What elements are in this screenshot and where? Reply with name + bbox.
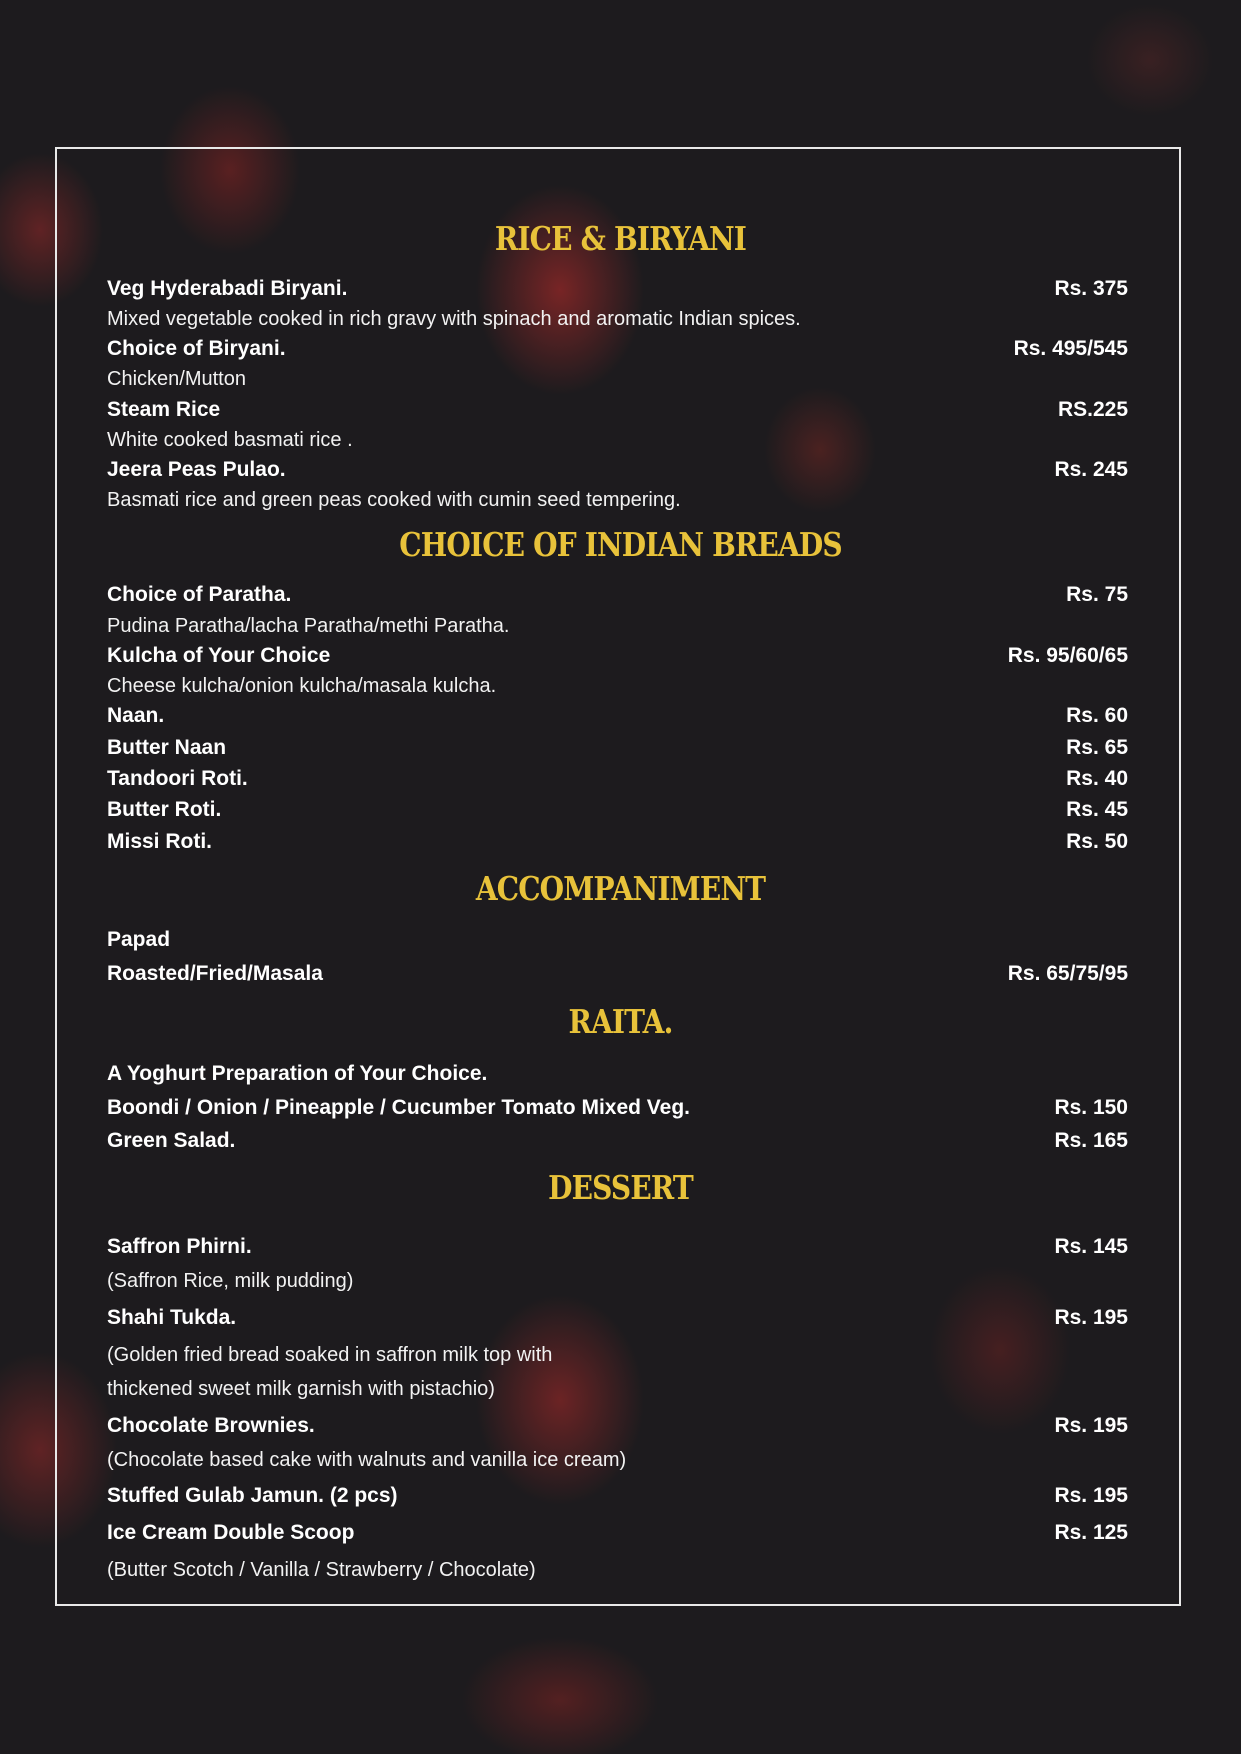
menu-item-row <box>107 641 1128 671</box>
menu-item-row <box>107 334 1128 364</box>
menu-item-price: Rs. 60 <box>1066 704 1128 727</box>
menu-item-name: Chocolate Brownies. <box>107 1414 315 1437</box>
menu-item-price: Rs. 165 <box>1054 1129 1128 1152</box>
menu-item-name: Saffron Phirni. <box>107 1235 252 1258</box>
menu-item-row <box>107 1093 1128 1123</box>
menu-item-row <box>107 827 1128 857</box>
menu-item-name: Choice of Biryani. <box>107 337 286 360</box>
section-heading: RICE & BIRYANI <box>494 219 747 258</box>
menu-item-description-row <box>107 1266 1128 1296</box>
menu-item-price: Rs. 195 <box>1054 1414 1128 1437</box>
menu-item-description: thickened sweet milk garnish with pistachio) <box>107 1378 495 1400</box>
menu-item-price: Rs. 95/60/65 <box>1007 644 1128 667</box>
menu-item-row <box>107 455 1128 485</box>
menu-item-row <box>107 1518 1128 1548</box>
menu-item-description-row <box>107 1445 1128 1475</box>
menu-item-price: Rs. 195 <box>1054 1484 1128 1507</box>
menu-item-name: Tandoori Roti. <box>107 767 248 790</box>
menu-item-description-row <box>107 1374 1128 1404</box>
menu-item-row <box>107 1126 1128 1156</box>
menu-item-row <box>107 701 1128 731</box>
section-heading: DESSERT <box>548 1168 693 1207</box>
menu-item-price: Rs. 495/545 <box>1013 337 1128 360</box>
menu-item-name: Papad <box>107 928 171 951</box>
menu-item-name: Missi Roti. <box>107 830 213 853</box>
menu-item-description: (Golden fried bread soaked in saffron milk top with <box>107 1344 553 1366</box>
menu-item-description-row <box>107 1340 1128 1370</box>
menu-item-description: (Saffron Rice, milk pudding) <box>107 1270 354 1292</box>
menu-item-price: RS.225 <box>1057 398 1128 421</box>
menu-item-description-row <box>107 485 1128 515</box>
menu-item-row <box>107 1232 1128 1262</box>
menu-item-row <box>107 395 1128 425</box>
menu-item-name: A Yoghurt Preparation of Your Choice. <box>107 1062 488 1085</box>
menu-item-description: Cheese kulcha/onion kulcha/masala kulcha. <box>107 675 497 697</box>
menu-item-row <box>107 733 1128 763</box>
menu-item-row <box>107 580 1128 610</box>
menu-item-price: Rs. 40 <box>1066 767 1128 790</box>
menu-item-name: Choice of Paratha. <box>107 583 292 606</box>
menu-item-row <box>107 1481 1128 1511</box>
section-heading: ACCOMPANIMENT <box>475 869 766 908</box>
menu-item-row <box>107 764 1128 794</box>
menu-item-description: Chicken/Mutton <box>107 368 246 390</box>
menu-item-row <box>107 1411 1128 1441</box>
menu-item-description-row <box>107 1555 1128 1585</box>
menu-item-name: Naan. <box>107 704 165 727</box>
menu-item-price: Rs. 50 <box>1066 830 1128 853</box>
menu-item-name: Shahi Tukda. <box>107 1306 237 1329</box>
menu-item-description-row <box>107 611 1128 641</box>
menu-item-description: White cooked basmati rice . <box>107 429 353 451</box>
section-heading: CHOICE OF INDIAN BREADS <box>399 525 842 564</box>
menu-item-description: Mixed vegetable cooked in rich gravy with spinach and aromatic Indian spices. <box>107 308 801 330</box>
menu-item-name: Kulcha of Your Choice <box>107 644 331 667</box>
menu-item-price: Rs. 245 <box>1054 458 1128 481</box>
menu-item-description-row <box>107 304 1128 334</box>
menu-item-price: Rs. 65/75/95 <box>1007 962 1128 985</box>
menu-item-price: Rs. 45 <box>1066 798 1128 821</box>
menu-item-description-row <box>107 671 1128 701</box>
menu-item-price: Rs. 375 <box>1054 277 1128 300</box>
menu-item-description: Pudina Paratha/lacha Paratha/methi Paratha. <box>107 615 510 637</box>
menu-item-price: Rs. 145 <box>1054 1235 1128 1258</box>
menu-item-name: Boondi / Onion / Pineapple / Cucumber Tomato Mixed Veg. <box>107 1096 690 1119</box>
menu-item-name: Steam Rice <box>107 398 221 421</box>
menu-item-price: Rs. 125 <box>1054 1521 1128 1544</box>
menu-item-row <box>107 959 1128 989</box>
menu-item-name: Roasted/Fried/Masala <box>107 962 323 985</box>
menu-item-name: Stuffed Gulab Jamun. (2 pcs) <box>107 1484 398 1507</box>
menu-item-price: Rs. 150 <box>1054 1096 1128 1119</box>
menu-item-row <box>107 1059 1128 1089</box>
menu-item-row <box>107 795 1128 825</box>
menu-item-name: Butter Naan <box>107 736 227 759</box>
menu-item-price: Rs. 195 <box>1054 1306 1128 1329</box>
section-heading: RAITA. <box>568 1002 673 1041</box>
menu-item-name: Green Salad. <box>107 1129 236 1152</box>
menu-item-price: Rs. 75 <box>1066 583 1128 606</box>
menu-item-name: Ice Cream Double Scoop <box>107 1521 355 1544</box>
menu-item-description: (Chocolate based cake with walnuts and vanilla ice cream) <box>107 1449 627 1471</box>
menu-item-row <box>107 1303 1128 1333</box>
menu-item-description-row <box>107 364 1128 394</box>
menu-item-name: Jeera Peas Pulao. <box>107 458 286 481</box>
menu-item-description: Basmati rice and green peas cooked with cumin seed tempering. <box>107 489 681 511</box>
menu-item-description-row <box>107 425 1128 455</box>
menu-item-row <box>107 925 1128 955</box>
menu-item-description: (Butter Scotch / Vanilla / Strawberry / Chocolate) <box>107 1559 536 1581</box>
menu-item-name: Veg Hyderabadi Biryani. <box>107 277 348 300</box>
menu-item-name: Butter Roti. <box>107 798 222 821</box>
menu-item-row <box>107 274 1128 304</box>
menu-item-price: Rs. 65 <box>1066 736 1128 759</box>
